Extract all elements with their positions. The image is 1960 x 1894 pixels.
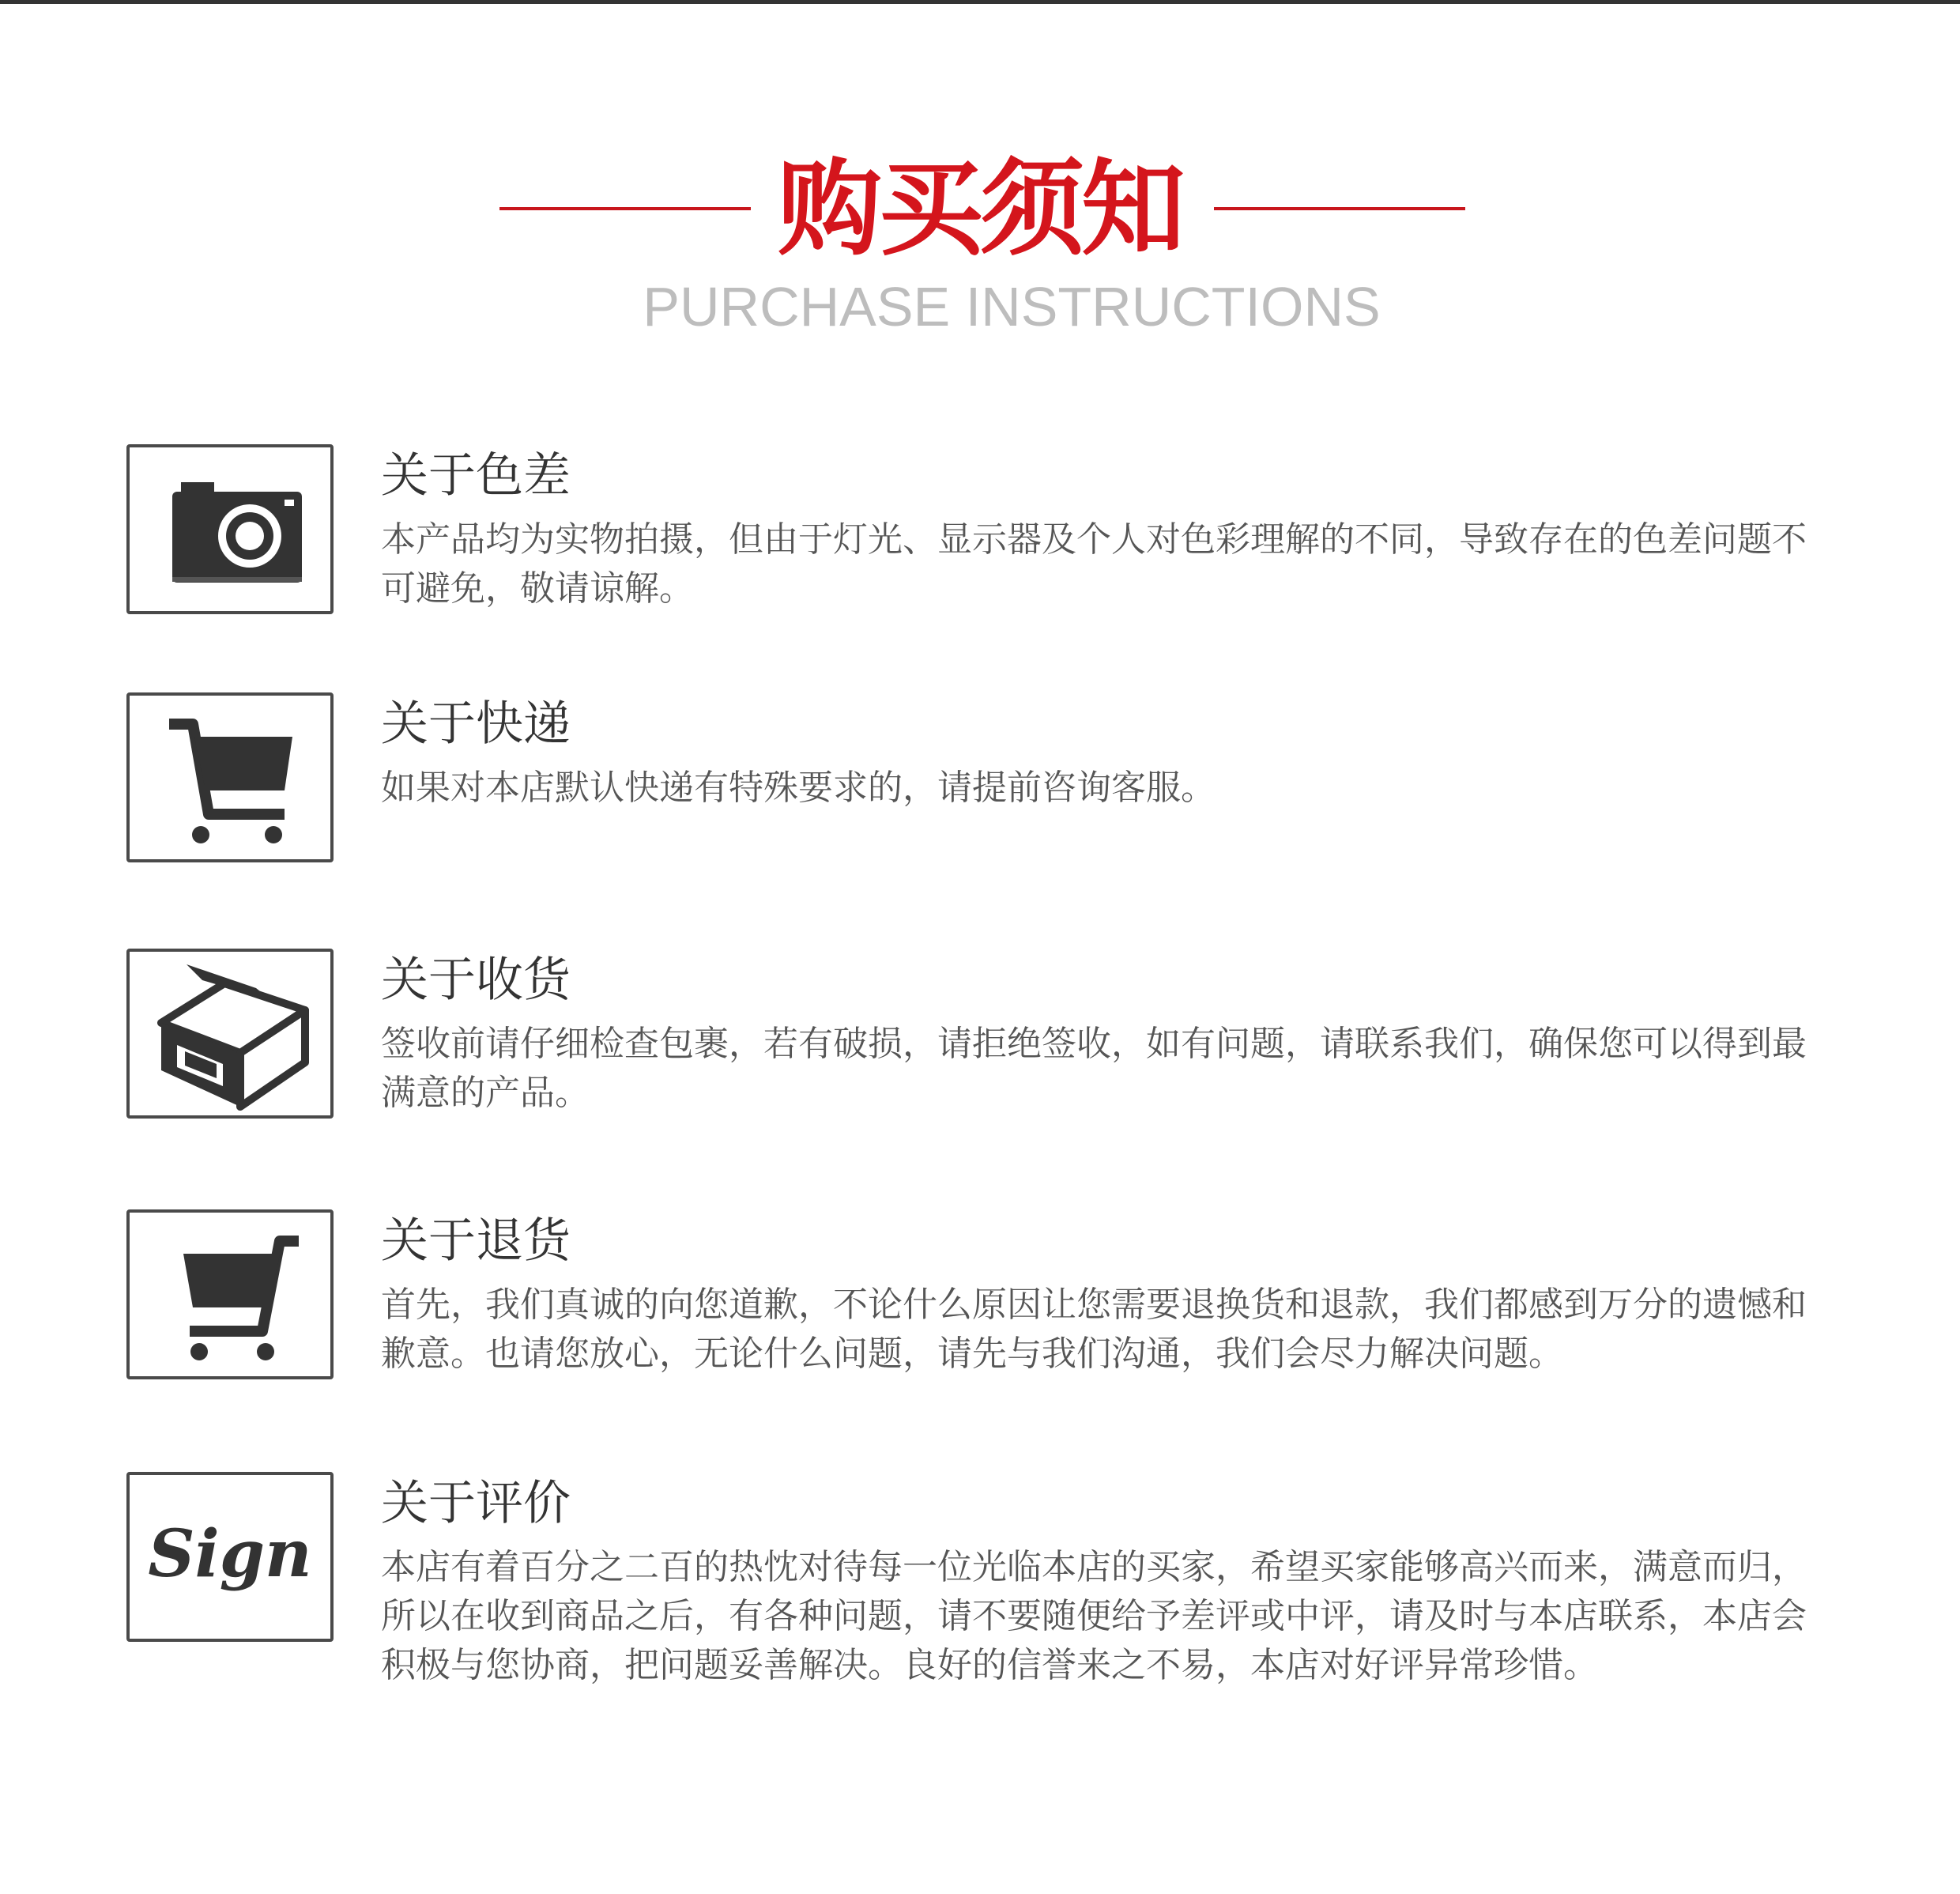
return-cart-icon bbox=[130, 1213, 330, 1376]
svg-text:Sign: Sign bbox=[148, 1516, 312, 1592]
item-description: 首先，我们真诚的向您道歉，不论什么原因让您需要退换货和退款，我们都感到万分的遗憾和歉意。也请您放心，无论什么问题，请先与我们沟通，我们会尽力解决问题。 bbox=[381, 1285, 1807, 1374]
page-header bbox=[0, 134, 1960, 372]
page-subtitle: PURCHASE INSTRUCTIONS bbox=[643, 276, 1381, 338]
item-description: 签收前请仔细检查包裹，若有破损，请拒绝签收，如有问题，请联系我们，确保您可以得到最满意的产品。 bbox=[381, 1024, 1807, 1113]
page-title: 购买须知 bbox=[778, 149, 1182, 270]
icon-frame bbox=[126, 1472, 334, 1642]
item-title: 关于评价 bbox=[381, 1476, 571, 1531]
item-description: 如果对本店默认快递有特殊要求的，请提前咨询客服。 bbox=[381, 768, 1216, 808]
icon-frame bbox=[126, 444, 334, 614]
sign-icon bbox=[130, 1475, 330, 1639]
item-title: 关于退货 bbox=[381, 1213, 571, 1269]
camera-icon bbox=[130, 447, 330, 611]
title-line-right bbox=[1214, 207, 1465, 210]
item-description: 本店有着百分之二百的热忱对待每一位光临本店的买家，希望买家能够高兴而来，满意而归，所以在收到商品之后，有各种问题，请不要随便给予差评或中评，请及时与本店联系，本店会积极与您协商，把问题妥善解决。良好的信誉来之不易，本店对好评异常珍惜。 bbox=[381, 1547, 1807, 1685]
icon-frame bbox=[126, 692, 334, 862]
package-box-icon bbox=[130, 952, 330, 1115]
item-description: 本产品均为实物拍摄，但由于灯光、显示器及个人对色彩理解的不同，导致存在的色差问题不可避免，敬请谅解。 bbox=[381, 519, 1807, 609]
item-title: 关于快递 bbox=[381, 696, 571, 752]
icon-frame bbox=[126, 1209, 334, 1379]
item-title: 关于收货 bbox=[381, 953, 571, 1008]
title-line-left bbox=[499, 207, 751, 210]
icon-frame bbox=[126, 949, 334, 1119]
item-title: 关于色差 bbox=[381, 448, 571, 504]
shopping-cart-icon bbox=[130, 696, 330, 859]
top-rule bbox=[0, 0, 1960, 4]
